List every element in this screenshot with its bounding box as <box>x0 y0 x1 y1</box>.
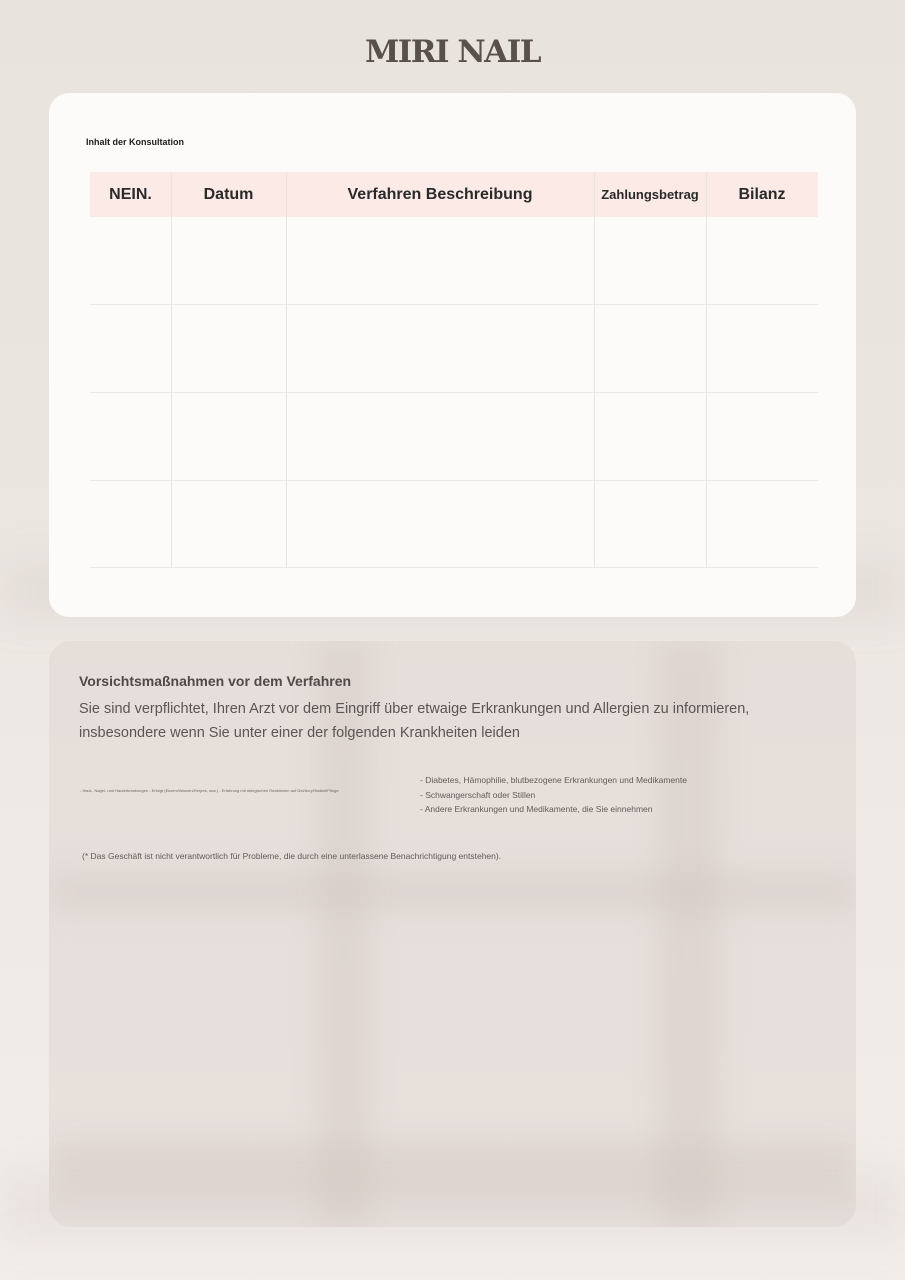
card-shadow <box>49 871 856 911</box>
precautions-card <box>49 641 856 1227</box>
list-item: - Diabetes, Hämophilie, blutbezogene Erkrankungen und Medikamente <box>420 775 687 785</box>
precautions-left-list: - Haut-, Nagel- und Hauterkrankungen - Erfolgt (Ekzem/Warzen/Herpes, usw.) - Erfahrung mit allergischen Reaktionen auf Gel/Acryl/Nailart/Pflege <box>80 788 339 793</box>
consultation-table <box>90 172 818 568</box>
table-row[interactable] <box>90 481 818 568</box>
consultation-card <box>49 93 856 617</box>
card-shadow <box>49 1141 856 1201</box>
disclaimer-note: (* Das Geschäft ist nicht verantwortlich für Probleme, die durch eine unterlassene Benachrichtigung entstehen). <box>82 851 502 861</box>
column-header-payment: Zahlungsbetrag <box>601 187 699 202</box>
row-divider <box>90 567 818 568</box>
list-item: - Schwangerschaft oder Stillen <box>420 789 536 800</box>
precautions-right-list <box>420 773 687 817</box>
table-row[interactable] <box>90 393 818 480</box>
precautions-intro: Sie sind verpflichtet, Ihren Arzt vor dem Eingriff über etwaige Erkrankungen und Allergien zu informieren, insbesondere wenn Sie unter einer der folgenden Krankheiten leiden <box>79 701 750 741</box>
list-item: - Andere Erkrankungen und Medikamente, die Sie einnehmen <box>420 804 653 814</box>
column-header-no: NEIN. <box>109 185 152 203</box>
brand-logo: MIRI NAIL <box>364 34 541 70</box>
precautions-title: Vorsichtsmaßnahmen vor dem Verfahren <box>79 673 352 689</box>
consultation-label: Inhalt der Konsultation <box>86 137 184 147</box>
table-header <box>90 172 818 217</box>
column-header-balance: Bilanz <box>738 185 786 203</box>
table-row[interactable] <box>90 217 818 304</box>
column-header-description: Verfahren Beschreibung <box>347 185 533 203</box>
table-row[interactable] <box>90 305 818 392</box>
column-header-date: Datum <box>203 185 254 203</box>
